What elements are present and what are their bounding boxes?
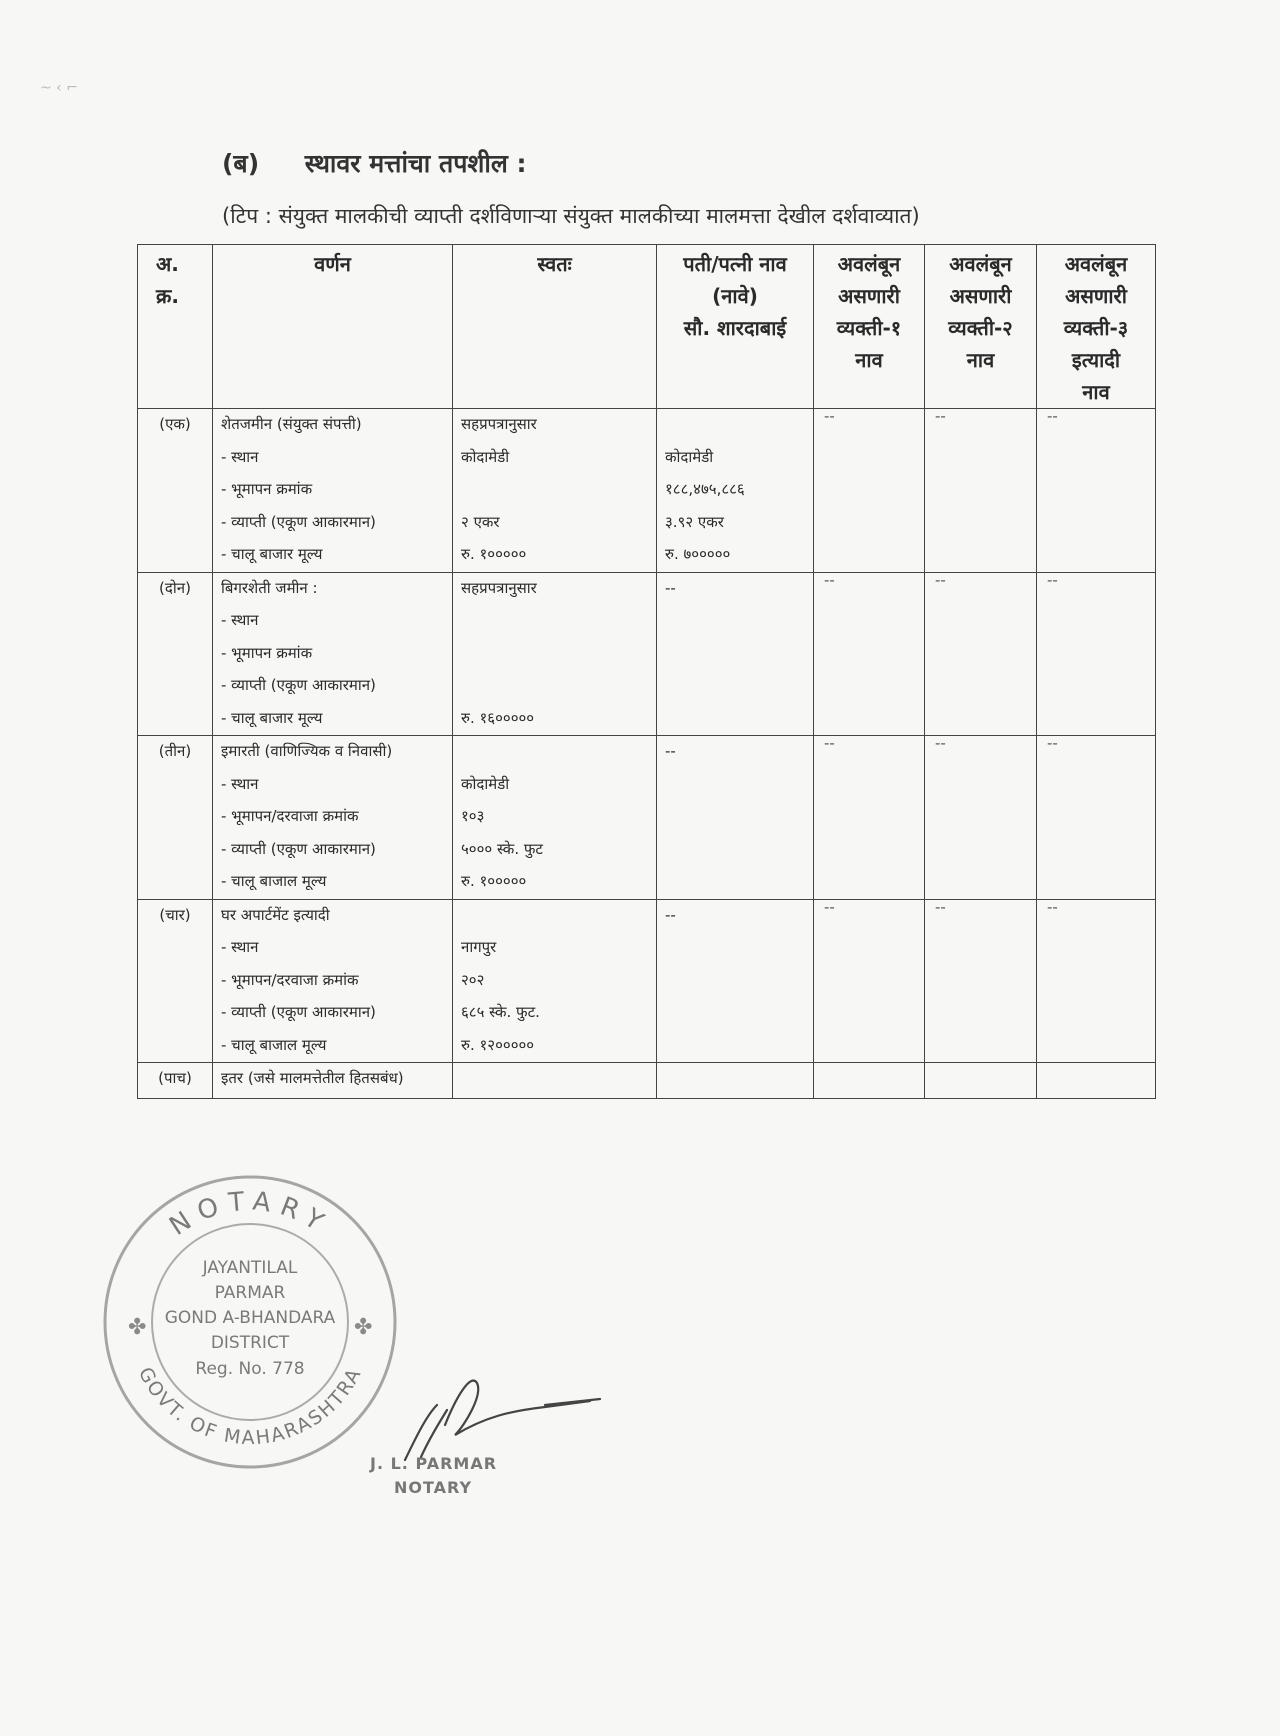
row-description: इतर (जसे मालमत्तेतील हितसबंध) (213, 1063, 453, 1099)
self-value: २०२ (461, 970, 485, 989)
description-line: - चालू बाजार मूल्य (221, 708, 323, 727)
row-self (453, 736, 657, 900)
row-self (453, 572, 657, 736)
description-line: - स्थान (221, 611, 259, 629)
signature-title: NOTARY (394, 1478, 473, 1497)
self-value: २ एकर (461, 512, 500, 531)
spouse-value (657, 965, 813, 998)
spouse-value (657, 769, 813, 802)
spouse-value: १८८,४७५,८८६ (665, 480, 745, 498)
row-self (453, 1063, 657, 1099)
description-line: - व्याप्ती (एकूण आकारमान) (221, 512, 376, 531)
row-description (213, 899, 453, 1063)
immovable-assets-table (137, 244, 1156, 1099)
spouse-value: कोदामेडी (665, 447, 714, 466)
description-line: - स्थान (221, 938, 259, 956)
table-row (138, 572, 1156, 736)
row-description (213, 572, 453, 736)
row-dependent-2 (925, 1063, 1037, 1099)
stamp-top-text: NOTARY (164, 1186, 336, 1242)
spouse-value (657, 1030, 813, 1063)
row-dependent-3 (1037, 899, 1156, 1063)
self-value (453, 670, 656, 703)
row-serial: (दोन) (138, 572, 213, 736)
dependent-value: -- (935, 734, 946, 752)
dependent-value: -- (824, 407, 835, 425)
table-row (138, 736, 1156, 900)
spouse-value (657, 997, 813, 1030)
self-value: रु. १००००० (461, 872, 527, 890)
table-body (138, 409, 1156, 1099)
spouse-value (657, 801, 813, 834)
spouse-value: -- (665, 742, 676, 760)
stamp-flower-left-icon: ✤ (128, 1315, 147, 1340)
dependent-value: -- (1047, 407, 1058, 425)
dependent-value: -- (1047, 734, 1058, 752)
description-line: घर अपार्टमेंट इत्यादी (221, 905, 330, 924)
self-value: ५००० स्के. फुट (461, 839, 543, 858)
header-dependent-1: अवलंबून असणारी व्यक्ती-१ नाव (814, 245, 925, 409)
row-dependent-1 (814, 409, 925, 573)
row-dependent-2 (925, 572, 1037, 736)
self-value (453, 638, 656, 671)
stamp-line: Reg. No. 778 (195, 1359, 305, 1379)
row-dependent-1 (814, 899, 925, 1063)
notary-stamp (100, 1172, 400, 1472)
row-dependent-3 (1037, 736, 1156, 900)
header-spouse: पती/पत्नी नाव (नावे) सौ. शारदाबाई (657, 245, 814, 409)
description-line: - चालू बाजाल मूल्य (221, 1035, 327, 1054)
dependent-value: -- (935, 897, 946, 916)
scan-smudge: ~ ‹ ⌐ (40, 80, 78, 96)
self-value: कोदामेडी (461, 774, 510, 793)
table-row (138, 899, 1156, 1063)
section-note: (टिप : संयुक्त मालकीची व्याप्ती दर्शविणाऱ्या संयुक्त मालकीच्या मालमत्ता देखील दर्शवाव्यात) (222, 204, 920, 228)
self-value: रु. १२००००० (461, 1035, 535, 1054)
description-line: - व्याप्ती (एकूण आकारमान) (221, 1003, 376, 1021)
spouse-value: रु. ७००००० (665, 545, 731, 563)
self-value: सहप्रपत्रानुसार (461, 578, 537, 597)
description-line: - चालू बाजाल मूल्य (221, 872, 327, 890)
stamp-flower-right-icon: ✤ (354, 1315, 373, 1340)
row-description (213, 736, 453, 900)
row-spouse (657, 572, 814, 736)
row-dependent-3 (1037, 572, 1156, 736)
dependent-value: -- (1047, 570, 1058, 589)
header-serial: अ. क्र. (138, 245, 213, 409)
self-value: नागपुर (461, 938, 497, 956)
row-serial: (चार) (138, 899, 213, 1063)
table-header-row (138, 245, 1156, 409)
row-dependent-2 (925, 899, 1037, 1063)
row-dependent-3 (1037, 409, 1156, 573)
stamp-bottom-text: GOVT. OF MAHARASHTRA (133, 1363, 367, 1450)
self-value: रु. १००००० (461, 545, 527, 563)
row-spouse (657, 736, 814, 900)
spouse-value: -- (665, 905, 676, 924)
row-serial: (एक) (138, 409, 213, 573)
spouse-value (657, 866, 813, 899)
row-dependent-1 (814, 1063, 925, 1099)
self-value (453, 605, 656, 638)
section-number: (ब) (222, 149, 260, 178)
self-value (453, 474, 656, 507)
row-spouse (657, 1063, 814, 1099)
section-title: स्थावर मत्तांचा तपशील : (304, 149, 527, 178)
description-line: - स्थान (221, 447, 259, 466)
self-value: कोदामेडी (461, 447, 510, 466)
header-dependent-2: अवलंबून असणारी व्यक्ती-२ नाव (925, 245, 1037, 409)
description-line: इमारती (वाणिज्यिक व निवासी) (221, 742, 393, 760)
spouse-value: -- (665, 578, 676, 597)
dependent-value: -- (824, 570, 835, 589)
table-row (138, 409, 1156, 573)
stamp-line: DISTRICT (210, 1333, 290, 1353)
description-line: - व्याप्ती (एकूण आकारमान) (221, 839, 376, 858)
dependent-value: -- (935, 570, 946, 589)
row-dependent-2 (925, 409, 1037, 573)
row-self (453, 409, 657, 573)
description-line: - भूमापन क्रमांक (221, 480, 313, 498)
stamp-line: GOND A-BHANDARA (164, 1308, 336, 1328)
row-serial: (पाच) (138, 1063, 213, 1099)
section-heading (222, 146, 527, 180)
spouse-value (657, 932, 813, 965)
row-serial: (तीन) (138, 736, 213, 900)
row-dependent-2 (925, 736, 1037, 900)
description-line: - व्याप्ती (एकूण आकारमान) (221, 676, 376, 694)
description-line: शेतजमीन (संयुक्त संपत्ती) (221, 415, 362, 433)
row-dependent-1 (814, 572, 925, 736)
stamp-line: JAYANTILAL (202, 1258, 298, 1278)
spouse-value (657, 670, 813, 703)
self-value: १०३ (461, 807, 485, 825)
header-dependent-3: अवलंबून असणारी व्यक्ती-३ इत्यादी नाव (1037, 245, 1156, 409)
spouse-value: ३.९२ एकर (665, 512, 724, 531)
header-self: स्वतः (453, 245, 657, 409)
spouse-value (657, 834, 813, 867)
self-value: रु. १६००००० (461, 708, 535, 727)
table-row-other (138, 1063, 1156, 1099)
spouse-value (657, 703, 813, 736)
description-line: - चालू बाजार मूल्य (221, 545, 323, 563)
spouse-value (657, 605, 813, 638)
dependent-value: -- (824, 734, 835, 752)
row-self (453, 899, 657, 1063)
dependent-value: -- (824, 897, 835, 916)
spouse-value (657, 638, 813, 671)
self-value: ६८५ स्के. फुट. (461, 1003, 540, 1021)
row-dependent-1 (814, 736, 925, 900)
description-line: - भूमापन/दरवाजा क्रमांक (221, 970, 359, 989)
row-spouse (657, 899, 814, 1063)
signature-name: J. L. PARMAR (370, 1454, 498, 1473)
self-value (453, 900, 656, 933)
description-line: - भूमापन/दरवाजा क्रमांक (221, 807, 359, 825)
dependent-value: -- (1047, 897, 1058, 916)
header-description: वर्णन (213, 245, 453, 409)
stamp-line: PARMAR (214, 1283, 286, 1303)
description-line: - भूमापन क्रमांक (221, 643, 313, 662)
self-value (453, 736, 656, 769)
row-description (213, 409, 453, 573)
spouse-value (657, 409, 813, 442)
signature-block (370, 1452, 497, 1500)
row-spouse (657, 409, 814, 573)
self-value: सहप्रपत्रानुसार (461, 415, 537, 433)
dependent-value: -- (935, 407, 946, 425)
description-line: बिगरशेती जमीन : (221, 578, 318, 597)
row-dependent-3 (1037, 1063, 1156, 1099)
description-line: - स्थान (221, 774, 259, 793)
